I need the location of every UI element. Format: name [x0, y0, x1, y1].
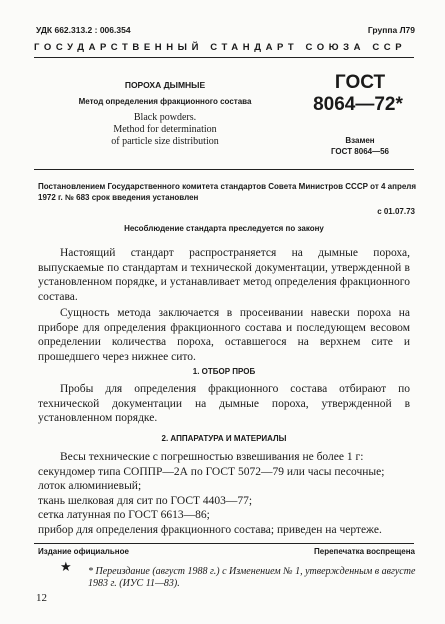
infringement-notice: Несоблюдение стандарта преследуется по закону [124, 224, 324, 233]
star-icon: ★ [60, 559, 72, 574]
intro-paragraph: Настоящий стандарт распространяется на дымные пороха, выпускаемые по стандартам и технической документации, утвержденной в установленном порядке, и устанавливает метод определения фракционного состава. [38, 247, 410, 303]
list-item: прибор для определения фракционного состава; приведен на чертеже. [38, 523, 382, 536]
replaces-label: Взамен [345, 136, 375, 145]
page-number: 12 [36, 592, 47, 604]
replaces-value: ГОСТ 8064—56 [330, 147, 390, 156]
list-item: Весы технические с погрешностью взвешивания не более 1 г: [60, 451, 364, 463]
udk-code: УДК 662.313.2 : 006.354 [36, 25, 131, 35]
decree-text: Постановлением Государственного комитета стандартов Совета Министров СССР от 4 апреля 1972 г. № 683 срок введения установлен [38, 182, 417, 202]
section-heading: 1. ОТБОР ПРОБ [192, 367, 256, 376]
official-edition-label: Издание официальное [38, 547, 129, 556]
footer-divider [34, 543, 414, 544]
title-en-line: of particle size distribution [111, 136, 219, 147]
group-code: Группа Л79 [367, 25, 415, 35]
intro-paragraph: Сущность метода заключается в просеивании навески пороха на приборе для определения фракционного состава и последующем весовом определении количества пороха, оставшегося на верхнем сите и прошедшего через нижнее сито. [38, 307, 410, 363]
equipment-list [38, 450, 410, 538]
header-divider [34, 57, 414, 58]
title-en-line: Method for determination [113, 124, 217, 135]
standard-title: ГОСУДАРСТВЕННЫЙ СТАНДАРТ СОЮЗА ССР [34, 42, 407, 53]
reissue-note: * Переиздание (август 1988 г.) с Изменением № 1, утвержденным в августе 1983 г. (ИУС 11—83). [88, 566, 416, 589]
reprint-prohibited-label: Перепечатка воспрещена [314, 547, 415, 556]
document-title-ru: ПОРОХА ДЫМНЫЕ [124, 80, 206, 90]
document-title-en [60, 112, 270, 148]
effective-date: с 01.07.73 [377, 207, 415, 216]
list-item: секундомер типа СОППР—2А по ГОСТ 5072—79 или часы песочные; [38, 465, 385, 478]
section-heading: 2. АППАРАТУРА И МАТЕРИАЛЫ [161, 434, 287, 443]
list-item: лоток алюминиевый; [38, 480, 142, 493]
title-en-line: Black powders. [133, 112, 197, 123]
list-item: сетка латунная по ГОСТ 6613—86; [38, 509, 210, 522]
document-subtitle-ru: Метод определения фракционного состава [78, 97, 252, 106]
gost-label: ГОСТ [334, 72, 386, 93]
list-item: ткань шелковая для сит по ГОСТ 4403—77; [38, 494, 253, 507]
gost-number: 8064—72* [313, 94, 403, 115]
title-block-divider [34, 169, 414, 170]
section-paragraph: Пробы для определения фракционного состава отбирают по технической документации на дымные пороха, утвержденной в установленном порядке. [38, 383, 410, 425]
